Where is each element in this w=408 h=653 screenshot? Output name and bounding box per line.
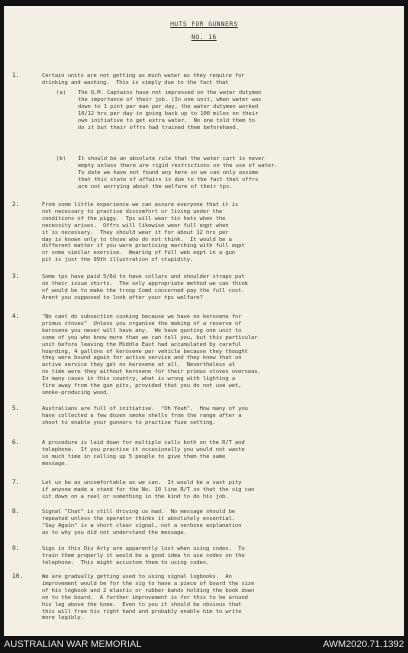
- item-number: 4.: [12, 313, 20, 320]
- item-text: A procedure is laid down for multiple calls both on the R/T and telephone. If you practise it occasionally you would not waste so much time in calling up 5 people to give them the same message.: [42, 440, 245, 467]
- document-title: HUTS FOR GUNNERS: [170, 21, 238, 28]
- item-number: 2.: [12, 201, 20, 208]
- item-text: Sigs in this Div Arty are apparently lost when using codes. To train them properly it would be a good idea to use codes on the telephone. This might accustom them to using codes.: [42, 546, 245, 566]
- document-page: [4, 6, 404, 636]
- item-number: 8.: [12, 508, 20, 515]
- document-number: NO. 16: [191, 34, 217, 41]
- item-number: 10.: [12, 573, 24, 580]
- item-number: 9.: [12, 545, 20, 552]
- item-text: Signal "Chat" is still driving us mad. No message should be repeated unless the operator thinks it absolutely essential. "Say Again" is a short clear signal, not a verbose explanation as to why you did not understand the message.: [42, 509, 242, 536]
- item-text: Some tps have paid 5/6d to have collars and shoulder straps put on their issue shirts. The only appropriate method we can think of would be to make the troop Comd concerned pay the full cost. Arent you supposed to look after your tps welfare?: [42, 274, 248, 301]
- item-text: Australians are full of initiative. "Oh Yeah". How many of you have collected a few dozen smoke shells from the range after a shoot to enable your gunners to practise fuze setting.: [42, 406, 248, 426]
- item-number: 3.: [12, 273, 20, 280]
- item-number: 1.: [12, 72, 20, 79]
- footer-source: AUSTRALIAN WAR MEMORIAL: [4, 639, 142, 650]
- item-text: We are gradually getting used to using signal logbooks. An improvement would be for the sig to have a piece of board the size of his logbook and 2 elastic or rubber bands holding the book down on to the board. A further improvement is for this to be around his leg above the knee. Even to you it should be obvious that this will free his right hand and probably enable him to write more legibly.: [42, 574, 255, 622]
- item-text: "No cant do subsection cooking because we have no kerosene for primus stoves" Unless you organise the making of a reserve of kerosene you never will have any. We have quoting one unit to some of you who know more than we can tell you, but this particular unit before leaving the Middle East had accumulated by careful hoarding, 4 gallons of kerosene per vehicle because they thought they were bound again for active service and they knew that on active service they get no kerosene at all. Nevertheless at no time were they without kerosene for their primus stoves overseas. In many cases in this country, what is wrong with lighting a fire away from the gun pits, provided that you do not use wet, smoke-producing wood.: [42, 314, 261, 396]
- item-text: Let us be as uncomfortable as we can. It would be a vast pity if anyone made a stand for the No. 10 line R/T so that the sig can sit down on a reel or something in the kind to do his job.: [42, 480, 255, 500]
- sub-item-label: (b): [56, 156, 67, 162]
- sub-item-text: It should be an absolute rule that the water cart is never empty unless there are rigid restrictions on the use of water. To date we have not found any here so we can only assume that this state of affairs is due to the fact that offrs are not worrying about the welfare of their tps.: [78, 156, 278, 190]
- item-text: Certain units are not getting as much water as they require for drinking and washing. This is simply due to the fact that: [42, 73, 245, 86]
- footer-accession-id: AWM2020.71.1392: [323, 639, 404, 650]
- item-number: 7.: [12, 479, 20, 486]
- item-number: 5.: [12, 405, 20, 412]
- item-text: From some little experience we can assure everyone that it is not necessary to practise discomfort or living under the conditions of the piggy. Tps will wear tin hats when the necessity arises. Offrs will likewise wear full eqpt when it is necessary. They should wear it for about 12 hrs per day is known only to those who do not think. It would be a different matter if you were practising marching with full eqpt or some similar exercise. Wearing of full web eqpt in a gun pit is just the 99th illustration of stupidity.: [42, 202, 245, 264]
- item-number: 6.: [12, 439, 20, 446]
- archive-footer: [0, 636, 408, 653]
- sub-item-text: The Q.M. Captains have not impressed on the water dutymen the importance of their job. (In one unit, when water was down to 1 pint per man per day, the water dutymen worked 10/12 hrs per day in going back up to 100 miles on their own initiative to get extra water. No one told them to do it but their offrs had trained them beforehand.: [78, 90, 262, 131]
- sub-item-label: (a): [56, 90, 67, 96]
